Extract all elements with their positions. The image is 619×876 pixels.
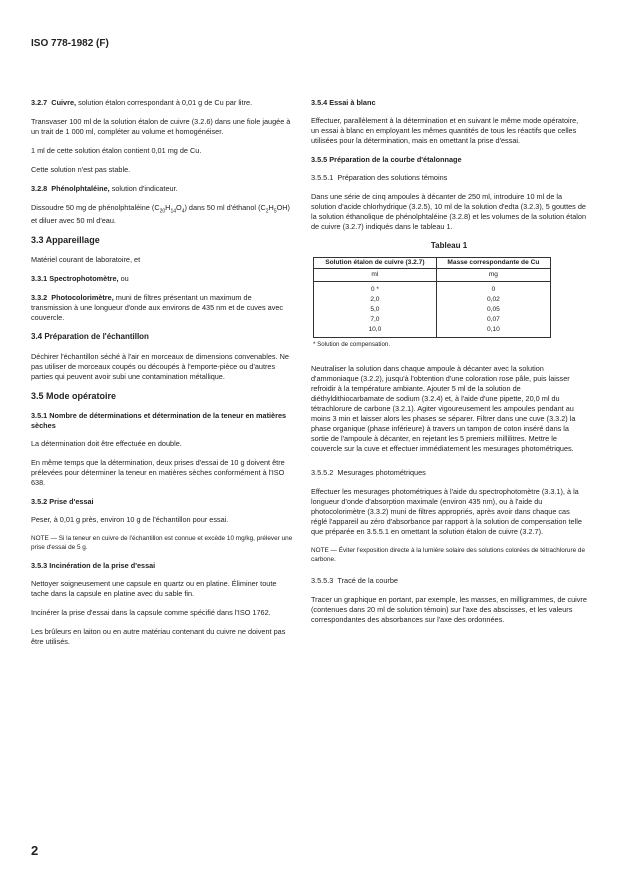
subsubsection-heading: 3.5.5.3 Tracé de la courbe — [311, 576, 398, 585]
table-row: 7,0 0,07 — [314, 315, 551, 325]
right-column — [311, 98, 587, 634]
section-heading: 3.4 Préparation de l'échantillon — [31, 332, 149, 342]
table-1 — [313, 257, 551, 338]
paragraph-formula: Dissoudre 50 mg de phénolphtaléine $(C_{20}H_{14}O_4)$ dans 50 ml d'éthanol $(C_2H_5OH)$ et diluer avec 50 ml d'eau. — [31, 203, 290, 226]
section-heading: 3.5 Mode opératoire — [31, 391, 117, 402]
table-row: 0 * 0 — [314, 282, 551, 296]
page-number: 2 — [31, 843, 39, 858]
subsection-heading: 3.5.3 Incinération de la prise d'essai — [31, 561, 156, 571]
subsubsection-heading: 3.5.5.1 Préparation des solutions témoins — [311, 173, 448, 182]
subsection-heading: 3.5.1 Nombre de déterminations et détermination de la teneur en matières sèches — [31, 411, 287, 431]
paragraph: Peser, à 0,01 g près, environ 10 g de l'échantillon pour essai. — [31, 515, 229, 525]
table-header: Solution étalon de cuivre (3.2.7) — [314, 258, 437, 269]
unit-cell: mg — [436, 269, 550, 282]
subsection-heading: 3.5.4 Essai à blanc — [311, 98, 376, 107]
left-column — [31, 98, 293, 656]
document-header: ISO 778-1982 (F) — [31, 38, 109, 49]
table-footnote: * Solution de compensation. — [313, 341, 391, 348]
paragraph: La détermination doit être effectuée en double. — [31, 439, 182, 449]
subsection-heading: 3.5.5 Préparation de la courbe d'étalonnage — [311, 155, 462, 164]
paragraph: Matériel courant de laboratoire, et — [31, 255, 141, 265]
table-row: 10,0 0,10 — [314, 325, 551, 338]
unit-cell: ml — [314, 269, 437, 282]
paragraph: Dans une série de cinq ampoules à décanter de 250 ml, introduire 10 ml de la solution d'acide chlorhydrique (3.2.5), 10 ml de la solution d'edta (3.2.3), 5 gouttes de la solution éthanolique de phénolphtaléine (3.2.8) et les volumes de la solution étalon de cuivre (3.2.7) indiqués dans le tableau 1. — [311, 192, 587, 231]
subsection-heading: 3.5.2 Prise d'essai — [31, 497, 94, 507]
paragraph: Transvaser 100 ml de la solution étalon de cuivre (3.2.6) dans une fiole jaugée à un trait de 1 000 ml, compléter au volume et homogénéiser. — [31, 117, 291, 136]
table-title: Tableau 1 — [430, 241, 468, 250]
section-3-2-8: 3.2.8 Phénolphtaléine, solution d'indicateur. — [31, 184, 178, 193]
paragraph: Effectuer les mesurages photométriques à l'aide du spectrophotomètre (3.3.1), à la longueur d'onde d'absorption maximale (environ 435 nm), ou à l'aide du photocolorimètre (3.3.2) muni de filtres appropriés, après avoir dans chaque cas réglé l'appareil au zéro d'absorbance par rapport à la solution de compensation telle que préparée en 3.5.5.1 en omettant la solution étalon de cuivre (3.2.7). — [311, 487, 582, 536]
paragraph: Neutraliser la solution dans chaque ampoule à décanter avec la solution d'ammoniaque (3.2.2), jusqu'à l'obtention d'une coloration rose pâle, puis laisser refroidir à la température ambiante. Ajouter 5 ml de la solution de diéthyldithiocarbamate de sodium (3.2.4) et, à l'aide d'une pipette, 20,0 ml du tétrachlorure de carbone (3.2.1). Agiter vigoureusement les ampoules pendant au moins 3 min et laisser alors les phases se séparer. Filtrer dans une cuve (3.3.2) la phase organique (phase inférieure) à travers un tampon de coton inséré dans la sortie de l'ampoule à décanter, en rejetant les 5 premiers millilitres. Mettre le couvercle sur la cuve et effectuer immédiatement les mesurages photométriques. — [311, 364, 576, 453]
subsubsection-heading: 3.5.5.2 Mesurages photométriques — [311, 468, 426, 477]
paragraph: Les brûleurs en laiton ou en autre matériau contenant du cuivre ne doivent pas être utilisés. — [31, 627, 286, 647]
paragraph: En même temps que la détermination, deux prises d'essai de 10 g doivent être prélevées pour déterminer la teneur en matières sèches conformément à l'ISO 638. — [31, 458, 285, 488]
note: NOTE — Éviter l'exposition directe à la lumière solaire des solutions colorées de tétrachlorure de carbone. — [311, 547, 586, 563]
paragraph: Effectuer, parallèlement à la détermination et en suivant le même mode opératoire, un essai à blanc en employant les mêmes quantités de tous les réactifs que celles utilisées pour la détermination, mais en omettant la prise d'essai. — [311, 116, 579, 145]
section-3-3-1: 3.3.1 Spectrophotomètre, ou — [31, 274, 129, 284]
paragraph: Cette solution n'est pas stable. — [31, 165, 131, 174]
note: NOTE — Si la teneur en cuivre de l'échantillon est connue et excède 10 mg/kg, prélever une prise d'essai de 5 g. — [31, 535, 293, 552]
section-3-3-2: 3.3.2 Photocolorimètre, muni de filtres présentant un maximum de transmission à une longueur d'onde aux environs de 435 nm et de cuves avec couvercle. — [31, 293, 284, 323]
paragraph: Nettoyer soigneusement une capsule en quartz ou en platine. Éliminer toute tache dans la capsule en platine avec du sable fin. — [31, 579, 277, 599]
paragraph: Incinérer la prise d'essai dans la capsule comme spécifié dans l'ISO 1762. — [31, 608, 271, 618]
table-header: Masse correspondante de Cu — [436, 258, 550, 269]
section-3-2-7: 3.2.7 Cuivre, solution étalon correspondant à 0,01 g de Cu par litre. — [31, 98, 253, 107]
section-heading: 3.3 Appareillage — [31, 235, 100, 246]
paragraph: Tracer un graphique en portant, par exemple, les masses, en milligrammes, de cuivre (contenues dans 20 ml de solution témoin) sur l'axe des abscisses, et les valeurs correspondantes des absorbances sur l'axe des ordonnées. — [311, 595, 587, 624]
table-row: 2,0 0,02 — [314, 295, 551, 305]
table-row: 5,0 0,05 — [314, 305, 551, 315]
paragraph: 1 ml de cette solution étalon contient 0,01 mg de Cu. — [31, 146, 202, 155]
paragraph: Déchirer l'échantillon séché à l'air en morceaux de dimensions convenables. Ne pas utiliser de morceaux coupés ou découpés à l'emporte-pièce ou d'autres parties qui peuvent avoir subi une contamination métallique. — [31, 352, 289, 382]
